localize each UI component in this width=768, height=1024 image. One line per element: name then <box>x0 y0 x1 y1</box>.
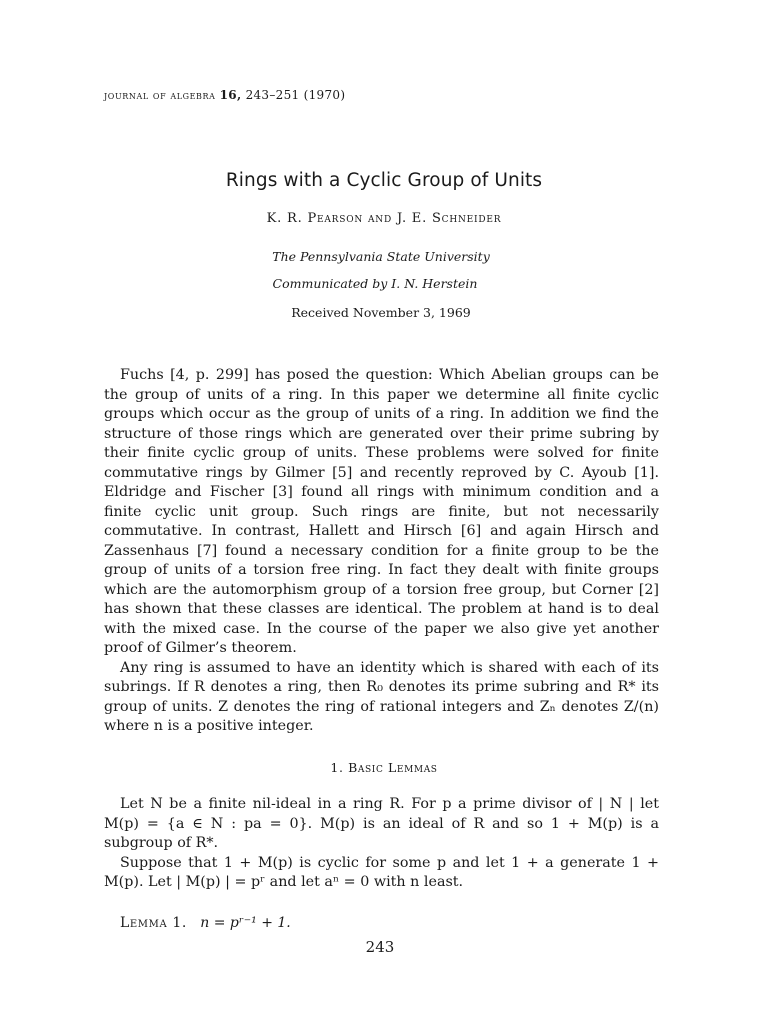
journal-volume: 16, <box>219 88 242 102</box>
lemma-1 <box>120 915 291 931</box>
section-number: 1. <box>330 760 344 775</box>
intro-paragraph-1: Fuchs [4, p. 299] has posed the question: Which Abelian groups can be the group of units of a ring. In this paper we determine all finite cyclic groups which occur as the group of units of a ring. In addition we find the structure of those rings which are generated over their prime subring by their finite cyclic group of units. These problems were solved for finite commutative rings by Gilmer [5] and recently reproved by C. Ayoub [1]. Eldridge and Fischer [3] found all rings with minimum condition and a finite cyclic unit group. Such rings are finite, but not necessarily commutative. In contrast, Hallett and Hirsch [6] and again Hirsch and Zassenhaus [7] found a necessary condition for a finite group to be the group of units of a torsion free ring. In fact they dealt with finite groups which are the automorphism group of a torsion free group, but Corner [2] has shown that these classes are identical. The problem at hand is to deal with the mixed case. In the course of the paper we also give yet another proof of Gilmer’s theorem. <box>104 367 659 656</box>
journal-pages: 243–251 <box>245 88 300 102</box>
lemma-label: Lemma 1. <box>120 915 187 931</box>
journal-year: (1970) <box>303 88 346 102</box>
affiliation: The Pennsylvania State University <box>272 249 490 264</box>
journal-header <box>104 88 345 102</box>
section-title: Basic Lemmas <box>348 760 438 775</box>
page-number: 243 <box>365 938 395 956</box>
author-1: K. R. Pearson <box>266 211 364 226</box>
introduction <box>104 366 659 737</box>
received-date: Received November 3, 1969 <box>291 305 471 320</box>
body-paragraph-2: Suppose that 1 + M(p) is cyclic for some p and let 1 + a generate 1 + M(p). Let | M(p) | = pʳ and let aⁿ = 0 with n least. <box>104 854 659 890</box>
section-heading <box>0 760 768 775</box>
body-paragraph-1: Let N be a finite nil-ideal in a ring R. For p a prime divisor of | N | let M(p) = {a ∈ N : pa = 0}. M(p) is an ideal of R and so 1 + M(p) is a subgroup of R*. <box>104 796 659 851</box>
intro-paragraph-2: Any ring is assumed to have an identity which is shared with each of its subrings. If R denotes a ring, then R₀ denotes its prime subring and R* its group of units. Z denotes the ring of rational integers and Zₙ denotes Z/(n) where n is a positive integer. <box>104 659 659 734</box>
authors <box>0 211 768 226</box>
paper-title: Rings with a Cyclic Group of Units <box>225 170 543 191</box>
journal-name: journal of algebra <box>104 89 216 102</box>
author-conjunction: and <box>368 211 392 226</box>
author-2: J. E. Schneider <box>396 211 502 226</box>
section-body <box>104 795 659 893</box>
lemma-statement: n = pʳ⁻¹ + 1. <box>200 915 291 931</box>
communicated-by: Communicated by I. N. Herstein <box>272 276 478 291</box>
